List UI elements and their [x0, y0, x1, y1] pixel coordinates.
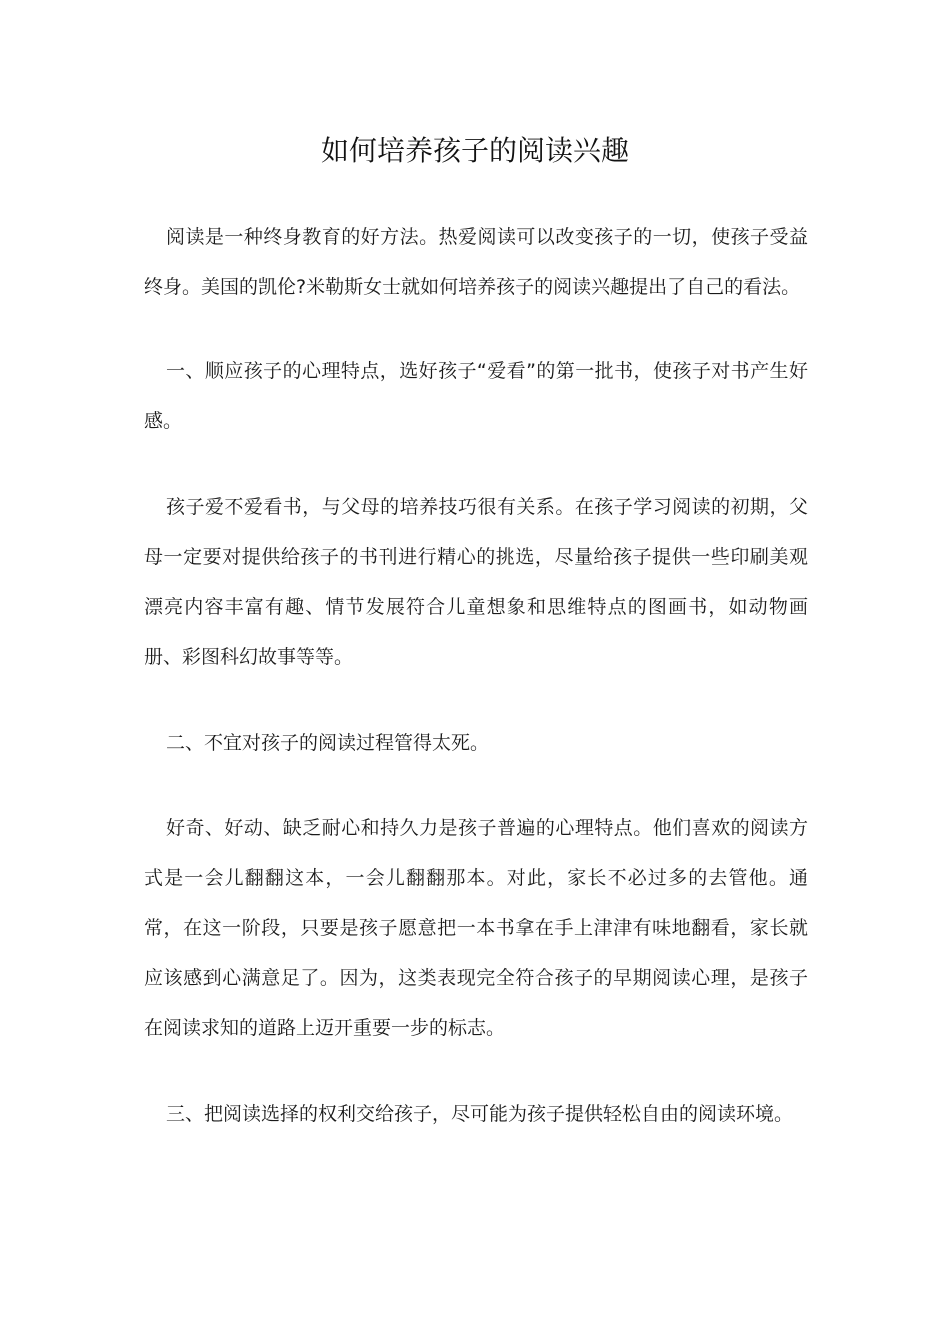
section-heading-2: 二、不宜对孩子的阅读过程管得太死。: [166, 732, 490, 754]
document-title: 如何培养孩子的阅读兴趣: [320, 134, 629, 167]
paragraph-section-1: 孩子爱不爱看书，与父母的培养技巧很有关系。在孩子学习阅读的初期，父母一定要对提供给孩子的书刊进行精心的挑选，尽量给孩子提供一些印刷美观漂亮内容丰富有趣、情节发展符合儿童想象和思维特点的图画书，如动物画册、彩图科幻故事等等。: [144, 496, 808, 668]
section-heading-3: 三、把阅读选择的权利交给孩子，尽可能为孩子提供轻松自由的阅读环境。: [166, 1103, 794, 1125]
paragraph-section-2: 好奇、好动、缺乏耐心和持久力是孩子普遍的心理特点。他们喜欢的阅读方式是一会儿翻翻这本，一会儿翻翻那本。对此，家长不必过多的去管他。通常，在这一阶段，只要是孩子愿意把一本书拿在手上津津有味地翻看，家长就应该感到心满意足了。因为，这类表现完全符合孩子的早期阅读心理，是孩子在阅读求知的道路上迈开重要一步的标志。: [144, 817, 808, 1039]
section-heading-1: 一、顺应孩子的心理特点，选好孩子“爱看”的第一批书，使孩子对书产生好感。: [144, 360, 808, 432]
paragraph-intro: 阅读是一种终身教育的好方法。热爱阅读可以改变孩子的一切，使孩子受益终身。美国的凯伦?米勒斯女士就如何培养孩子的阅读兴趣提出了自己的看法。: [144, 226, 808, 298]
